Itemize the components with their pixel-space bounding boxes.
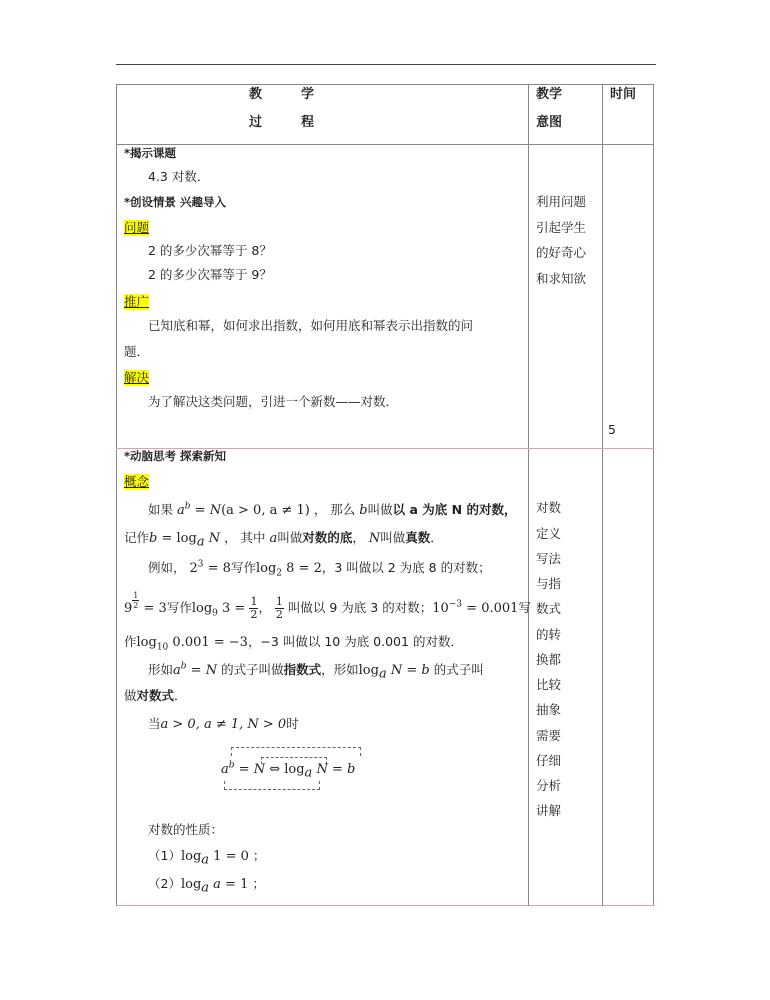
header-teach: 教	[249, 87, 263, 102]
intent2-line-13: 讲解	[536, 803, 562, 818]
header-learn: 学	[301, 87, 315, 102]
intent2-line-11: 仔细	[536, 753, 562, 768]
top-rule	[116, 64, 656, 65]
solve-text: 为了解决这类问题，引进一个新数——对数．	[148, 394, 399, 409]
question-1: 2 的多少次幂等于 8？	[148, 243, 272, 258]
section2-title: *动脑思考 探索新知	[124, 449, 227, 463]
topic: 4.3 对数．	[148, 169, 210, 184]
props-title: 对数的性质：	[148, 822, 224, 837]
dashed-bracket-bottom	[224, 781, 320, 790]
def-intro: 如果	[148, 502, 174, 517]
example-line-2: 9 $^{\frac{1}{2}}$ = 3写作$\log_9 3$ = $\frac{1}{2}$ ， $\frac{1}{2}$ 叫做以 9 为底 3 的对数；$10^{-3} = 0.001$写	[124, 590, 531, 621]
header-intent-1: 教学	[536, 87, 563, 102]
intent2-line-2: 定义	[536, 526, 562, 541]
form-mid2: ，形如	[321, 662, 359, 677]
extend-line-1: 已知底和幂，如何求出指数，如何用底和幂表示出指数的问	[148, 318, 474, 333]
formula-def: $a^b = N$	[177, 501, 222, 518]
form-intro: 形如	[148, 662, 174, 677]
def-bold: 以 a 为底 N 的对数，	[392, 502, 517, 517]
property-1: $(1)\log_a$ 1 = 0 ；	[148, 848, 266, 868]
intent2-line-8: 比较	[536, 677, 562, 692]
record-true-label: 叫做	[380, 530, 406, 545]
record-true: 真数	[405, 530, 431, 545]
section1-title: *揭示课题	[124, 146, 177, 160]
ex2-formula: 9 $^{\frac{1}{2}}$ = 3	[124, 590, 167, 616]
record-base: 对数的底	[302, 530, 353, 545]
intent2-line-6: 的转	[536, 627, 562, 642]
def-b: b	[359, 503, 368, 518]
ex1-formula: $2^3 = 8$	[189, 559, 231, 576]
intent2-line-1: 对数	[536, 500, 562, 515]
ex-intro: 例如，	[148, 560, 186, 575]
intent1-line-2: 引起学生	[536, 220, 587, 235]
question-label: 问题	[124, 220, 150, 235]
form-line-1: 形如$a^b = N$ 的式子叫做指数式，形如$\log_a N = b$ 的式子叫	[148, 661, 484, 682]
intent2-line-4: 与指	[536, 576, 562, 591]
scene-title: *创设情景 兴趣导入	[124, 195, 227, 209]
form-end: 的式子叫	[433, 662, 484, 677]
when: 当	[148, 716, 161, 731]
intent2-line-9: 抽象	[536, 702, 562, 717]
record-N: N	[368, 531, 381, 546]
extend-line-2: 题．	[124, 344, 150, 359]
header-time: 时间	[610, 87, 637, 102]
when-cond: a > 0, a ≠ 1, N > 0	[160, 717, 287, 732]
form-mid: 的式子叫做	[221, 662, 284, 677]
ex3-write: 写	[518, 600, 531, 615]
question-2: 2 的多少次幂等于 9？	[148, 267, 272, 282]
record-line: 记作$b = \log_a N$ ， 其中 a叫做对数的底， N叫做真数．	[124, 530, 443, 550]
record-base-label: 叫做	[277, 530, 303, 545]
when-end: 时	[286, 716, 299, 731]
solve-label: 解决	[124, 370, 150, 385]
header-process-2: 程	[301, 115, 315, 130]
form-line-2: 做对数式．	[124, 688, 187, 703]
intent2-line-5: 数式	[536, 601, 562, 616]
def-cond: (a > 0, a ≠ 1)	[221, 503, 310, 518]
def-then: ， 那么	[313, 502, 356, 517]
intent2-line-12: 分析	[536, 778, 562, 793]
concept-label: 概念	[124, 474, 150, 489]
ex2-text: 叫做以 9 为底 3 的对数；	[287, 600, 433, 615]
ex1-write: 写作	[230, 560, 256, 575]
intent1-line-1: 利用问题	[536, 194, 587, 209]
ex2-write: 写作	[166, 600, 192, 615]
when-line	[148, 716, 299, 733]
intent2-line-3: 写法	[536, 551, 562, 566]
example-line-3	[124, 634, 463, 651]
record-label: 记作	[124, 530, 150, 545]
header-process-1: 过	[249, 115, 263, 130]
intent2-line-7: 换都	[536, 652, 562, 667]
ex3-formula: $\log_{10} 0.001 = -3$	[136, 635, 248, 653]
ex1-text: ，3 叫做以 2 为底 8 的对数；	[321, 560, 491, 575]
record-a: a	[269, 531, 278, 546]
ex3-prefix: 作	[124, 634, 137, 649]
intent1-line-4: 和求知欲	[536, 271, 587, 286]
extend-label: 推广	[124, 294, 150, 309]
formula-record: b	[149, 531, 158, 546]
header-divider	[116, 144, 654, 145]
definition-line	[148, 502, 516, 519]
time-value: 5	[608, 422, 616, 437]
def-called: 叫做	[367, 502, 393, 517]
record-mid: ， 其中	[224, 530, 266, 545]
header-intent-2: 意图	[536, 115, 563, 130]
form-log: 对数式	[136, 688, 175, 703]
col-divider-1	[528, 84, 529, 906]
intent1-line-3: 的好奇心	[536, 245, 587, 260]
col-divider-2	[602, 84, 603, 906]
intent2-line-10: 需要	[536, 728, 562, 743]
property-2: $(2)\log_a$ a = 1 ；	[148, 876, 265, 896]
dashed-bracket-top	[231, 747, 361, 756]
ex3-text: ，−3 叫做以 10 为底 0.001 的对数．	[247, 634, 463, 649]
lesson-table	[116, 84, 654, 906]
record-end: ．	[430, 530, 443, 545]
form-exp: 指数式	[283, 662, 322, 677]
equivalence-formula: $a^b = N$ ⇔ $\log_a N = b$	[221, 760, 356, 781]
example-line-1: 例如， $2^3 = 8$写作$\log_2 8 = 2$，3 叫做以 2 为底 8 的对数；	[148, 559, 491, 579]
